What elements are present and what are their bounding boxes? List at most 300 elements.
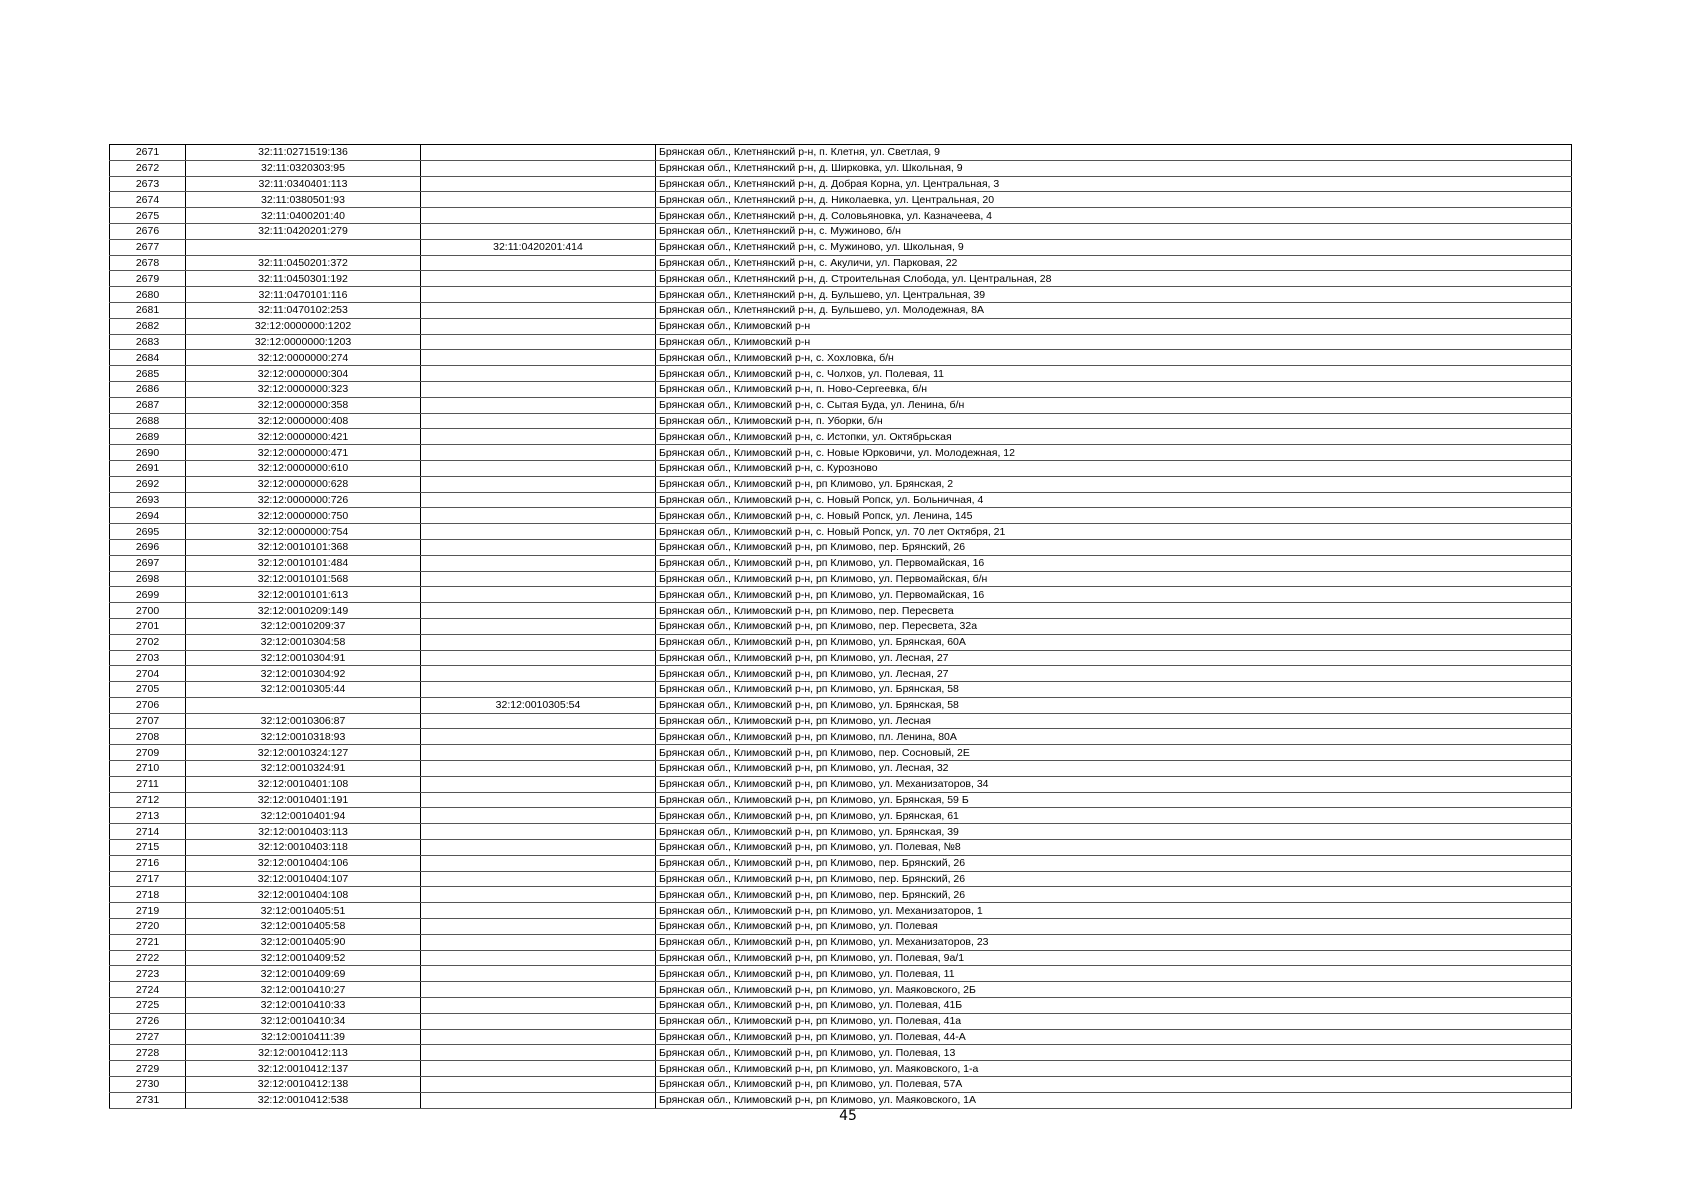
cadastral-number-alt-cell [421,966,656,982]
cadastral-number-alt-cell [421,840,656,856]
table-row [110,255,1572,271]
row-number-cell: 2703 [110,650,186,666]
cadastral-number-cell: 32:12:0000000:1203 [186,334,421,350]
cadastral-number-alt-cell [421,808,656,824]
cadastral-number-cell: 32:12:0010101:613 [186,587,421,603]
row-number-cell: 2682 [110,318,186,334]
cadastral-number-cell: 32:12:0010324:127 [186,745,421,761]
address-cell: Брянская обл., Климовский р-н, рп Климово, ул. Полевая, 13 [656,1045,1572,1061]
table-row [110,982,1572,998]
address-cell: Брянская обл., Климовский р-н, рп Климово, ул. Полевая, 9а/1 [656,950,1572,966]
cadastral-number-alt-cell [421,776,656,792]
cadastral-number-cell: 32:12:0010410:34 [186,1013,421,1029]
cadastral-number-alt-cell [421,761,656,777]
address-cell: Брянская обл., Климовский р-н, рп Климово, пер. Брянский, 26 [656,855,1572,871]
cadastral-number-cell: 32:12:0010410:33 [186,998,421,1014]
cadastral-number-alt-cell [421,998,656,1014]
table-row [110,1013,1572,1029]
table-row [110,887,1572,903]
address-cell: Брянская обл., Климовский р-н, рп Климово, ул. Лесная, 27 [656,650,1572,666]
cadastral-number-alt-cell [421,950,656,966]
cadastral-number-cell: 32:11:0340401:113 [186,176,421,192]
cadastral-number-alt-cell [421,429,656,445]
table-row [110,792,1572,808]
cadastral-number-alt-cell [421,208,656,224]
address-cell: Брянская обл., Климовский р-н, рп Климово, ул. Полевая, 11 [656,966,1572,982]
table-row [110,492,1572,508]
registry-table [109,144,1572,1109]
row-number-cell: 2710 [110,761,186,777]
table-row [110,1061,1572,1077]
cadastral-number-cell: 32:12:0010404:106 [186,855,421,871]
row-number-cell: 2718 [110,887,186,903]
cadastral-number-cell: 32:11:0400201:40 [186,208,421,224]
table-row [110,618,1572,634]
address-cell: Брянская обл., Клетнянский р-н, д. Добрая Корна, ул. Центральная, 3 [656,176,1572,192]
cadastral-number-alt-cell [421,1061,656,1077]
address-cell: Брянская обл., Климовский р-н, рп Климово, ул. Маяковского, 1-а [656,1061,1572,1077]
cadastral-number-cell: 32:12:0010403:118 [186,840,421,856]
cadastral-number-alt-cell [421,571,656,587]
address-cell: Брянская обл., Климовский р-н, рп Климово, пер. Сосновый, 2Е [656,745,1572,761]
row-number-cell: 2701 [110,618,186,634]
cadastral-number-alt-cell [421,145,656,161]
table-row [110,239,1572,255]
cadastral-number-alt-cell [421,934,656,950]
cadastral-number-alt-cell [421,192,656,208]
cadastral-number-alt-cell [421,792,656,808]
table-row [110,381,1572,397]
cadastral-number-cell: 32:12:0010409:52 [186,950,421,966]
table-row [110,1092,1572,1108]
row-number-cell: 2702 [110,634,186,650]
table-row [110,998,1572,1014]
cadastral-number-cell: 32:12:0010401:191 [186,792,421,808]
table-row [110,1077,1572,1093]
row-number-cell: 2708 [110,729,186,745]
cadastral-number-cell [186,239,421,255]
cadastral-number-alt-cell [421,745,656,761]
table-row [110,476,1572,492]
address-cell: Брянская обл., Климовский р-н, рп Климово, ул. Брянская, 39 [656,824,1572,840]
table-row [110,603,1572,619]
row-number-cell: 2725 [110,998,186,1014]
cadastral-number-cell: 32:12:0010405:51 [186,903,421,919]
row-number-cell: 2690 [110,445,186,461]
cadastral-number-alt-cell: 32:12:0010305:54 [421,697,656,713]
cadastral-number-alt-cell [421,381,656,397]
row-number-cell: 2680 [110,287,186,303]
table-row [110,145,1572,161]
cadastral-number-cell: 32:12:0000000:754 [186,524,421,540]
row-number-cell: 2711 [110,776,186,792]
table-row [110,919,1572,935]
cadastral-number-cell: 32:12:0010306:87 [186,713,421,729]
cadastral-number-alt-cell [421,729,656,745]
table-row [110,634,1572,650]
cadastral-number-cell: 32:12:0010209:149 [186,603,421,619]
cadastral-number-cell: 32:12:0000000:408 [186,413,421,429]
cadastral-number-alt-cell [421,492,656,508]
address-cell: Брянская обл., Климовский р-н [656,334,1572,350]
row-number-cell: 2707 [110,713,186,729]
table-row [110,682,1572,698]
table-row [110,413,1572,429]
row-number-cell: 2679 [110,271,186,287]
cadastral-number-alt-cell [421,334,656,350]
cadastral-number-cell: 32:12:0010412:138 [186,1077,421,1093]
row-number-cell: 2672 [110,160,186,176]
table-row [110,334,1572,350]
cadastral-number-alt-cell [421,855,656,871]
cadastral-number-alt-cell [421,1077,656,1093]
cadastral-number-cell: 32:12:0000000:358 [186,397,421,413]
table-row [110,950,1572,966]
table-row [110,713,1572,729]
row-number-cell: 2699 [110,587,186,603]
cadastral-number-alt-cell [421,539,656,555]
cadastral-number-alt-cell [421,160,656,176]
row-number-cell: 2709 [110,745,186,761]
cadastral-number-cell: 32:12:0010404:108 [186,887,421,903]
cadastral-number-cell: 32:12:0000000:610 [186,460,421,476]
row-number-cell: 2704 [110,666,186,682]
table-row [110,366,1572,382]
cadastral-number-alt-cell [421,413,656,429]
cadastral-number-alt-cell [421,824,656,840]
table-row [110,587,1572,603]
cadastral-number-cell: 32:12:0010411:39 [186,1029,421,1045]
table-row [110,302,1572,318]
cadastral-number-cell: 32:12:0010412:137 [186,1061,421,1077]
cadastral-number-alt-cell [421,1092,656,1108]
cadastral-number-alt-cell [421,366,656,382]
cadastral-number-cell: 32:12:0010101:368 [186,539,421,555]
cadastral-number-alt-cell [421,397,656,413]
address-cell: Брянская обл., Климовский р-н, рп Климово, ул. Лесная, 32 [656,761,1572,777]
table-row [110,871,1572,887]
table-row [110,761,1572,777]
row-number-cell: 2727 [110,1029,186,1045]
registry-table-body [110,145,1572,1109]
address-cell: Брянская обл., Клетнянский р-н, д. Строительная Слобода, ул. Центральная, 28 [656,271,1572,287]
row-number-cell: 2684 [110,350,186,366]
cadastral-number-alt-cell: 32:11:0420201:414 [421,239,656,255]
cadastral-number-cell: 32:12:0000000:304 [186,366,421,382]
cadastral-number-cell: 32:12:0010209:37 [186,618,421,634]
table-row [110,808,1572,824]
address-cell: Брянская обл., Климовский р-н, рп Климово, ул. Первомайская, 16 [656,587,1572,603]
address-cell: Брянская обл., Климовский р-н, рп Климово, ул. Брянская, 58 [656,697,1572,713]
cadastral-number-cell: 32:11:0380501:93 [186,192,421,208]
cadastral-number-alt-cell [421,982,656,998]
row-number-cell: 2677 [110,239,186,255]
address-cell: Брянская обл., Климовский р-н, рп Климово, пл. Ленина, 80А [656,729,1572,745]
address-cell: Брянская обл., Климовский р-н, рп Климово, ул. Механизаторов, 23 [656,934,1572,950]
row-number-cell: 2729 [110,1061,186,1077]
table-row [110,697,1572,713]
table-row [110,1029,1572,1045]
cadastral-number-cell: 32:12:0000000:750 [186,508,421,524]
cadastral-number-alt-cell [421,903,656,919]
cadastral-number-cell [186,697,421,713]
row-number-cell: 2687 [110,397,186,413]
address-cell: Брянская обл., Клетнянский р-н, д. Ширковка, ул. Школьная, 9 [656,160,1572,176]
cadastral-number-cell: 32:12:0000000:628 [186,476,421,492]
row-number-cell: 2696 [110,539,186,555]
row-number-cell: 2716 [110,855,186,871]
address-cell: Брянская обл., Климовский р-н, рп Климово, пер. Брянский, 26 [656,887,1572,903]
table-row [110,208,1572,224]
table-row [110,571,1572,587]
cadastral-number-alt-cell [421,350,656,366]
table-row [110,650,1572,666]
cadastral-number-cell: 32:12:0010324:91 [186,761,421,777]
address-cell: Брянская обл., Климовский р-н, рп Климово, ул. Механизаторов, 1 [656,903,1572,919]
cadastral-number-cell: 32:12:0010101:484 [186,555,421,571]
address-cell: Брянская обл., Климовский р-н, с. Истопки, ул. Октябрьская [656,429,1572,445]
cadastral-number-cell: 32:12:0010405:58 [186,919,421,935]
cadastral-number-alt-cell [421,871,656,887]
cadastral-number-cell: 32:12:0010304:91 [186,650,421,666]
address-cell: Брянская обл., Климовский р-н, с. Сытая Буда, ул. Ленина, б/н [656,397,1572,413]
address-cell: Брянская обл., Климовский р-н, рп Климово, ул. Лесная, 27 [656,666,1572,682]
address-cell: Брянская обл., Климовский р-н, рп Климово, ул. Брянская, 2 [656,476,1572,492]
address-cell: Брянская обл., Клетнянский р-н, с. Мужиново, ул. Школьная, 9 [656,239,1572,255]
address-cell: Брянская обл., Климовский р-н, рп Климово, ул. Маяковского, 1А [656,1092,1572,1108]
row-number-cell: 2712 [110,792,186,808]
cadastral-number-alt-cell [421,1029,656,1045]
row-number-cell: 2686 [110,381,186,397]
cadastral-number-alt-cell [421,255,656,271]
table-row [110,350,1572,366]
cadastral-number-cell: 32:12:0000000:1202 [186,318,421,334]
table-row [110,776,1572,792]
cadastral-number-alt-cell [421,887,656,903]
row-number-cell: 2673 [110,176,186,192]
cadastral-number-cell: 32:12:0010404:107 [186,871,421,887]
cadastral-number-cell: 32:12:0000000:274 [186,350,421,366]
cadastral-number-cell: 32:11:0470101:116 [186,287,421,303]
row-number-cell: 2691 [110,460,186,476]
cadastral-number-alt-cell [421,287,656,303]
cadastral-number-cell: 32:12:0010410:27 [186,982,421,998]
row-number-cell: 2719 [110,903,186,919]
address-cell: Брянская обл., Климовский р-н, рп Климово, ул. Брянская, 59 Б [656,792,1572,808]
cadastral-number-cell: 32:11:0320303:95 [186,160,421,176]
address-cell: Брянская обл., Клетнянский р-н, с. Мужиново, б/н [656,223,1572,239]
cadastral-number-cell: 32:12:0010401:108 [186,776,421,792]
cadastral-number-cell: 32:12:0010304:92 [186,666,421,682]
table-row [110,397,1572,413]
address-cell: Брянская обл., Клетнянский р-н, с. Акуличи, ул. Парковая, 22 [656,255,1572,271]
address-cell: Брянская обл., Клетнянский р-н, д. Соловьяновка, ул. Казначеева, 4 [656,208,1572,224]
cadastral-number-cell: 32:12:0000000:726 [186,492,421,508]
cadastral-number-cell: 32:12:0010403:113 [186,824,421,840]
table-row [110,318,1572,334]
cadastral-number-cell: 32:11:0271519:136 [186,145,421,161]
cadastral-number-alt-cell [421,271,656,287]
row-number-cell: 2713 [110,808,186,824]
row-number-cell: 2693 [110,492,186,508]
table-row [110,729,1572,745]
row-number-cell: 2678 [110,255,186,271]
row-number-cell: 2674 [110,192,186,208]
row-number-cell: 2681 [110,302,186,318]
address-cell: Брянская обл., Климовский р-н, с. Новые Юрковичи, ул. Молодежная, 12 [656,445,1572,461]
address-cell: Брянская обл., Климовский р-н, рп Климово, пер. Пересвета, 32а [656,618,1572,634]
cadastral-number-cell: 32:12:0000000:471 [186,445,421,461]
cadastral-number-alt-cell [421,587,656,603]
address-cell: Брянская обл., Климовский р-н, рп Климово, ул. Полевая, 41Б [656,998,1572,1014]
row-number-cell: 2724 [110,982,186,998]
table-row [110,539,1572,555]
cadastral-number-cell: 32:12:0000000:323 [186,381,421,397]
cadastral-number-alt-cell [421,476,656,492]
cadastral-number-cell: 32:11:0470102:253 [186,302,421,318]
cadastral-number-alt-cell [421,682,656,698]
row-number-cell: 2676 [110,223,186,239]
row-number-cell: 2685 [110,366,186,382]
cadastral-number-cell: 32:12:0010101:568 [186,571,421,587]
row-number-cell: 2689 [110,429,186,445]
row-number-cell: 2695 [110,524,186,540]
cadastral-number-cell: 32:12:0010412:113 [186,1045,421,1061]
table-row [110,160,1572,176]
row-number-cell: 2705 [110,682,186,698]
table-row [110,966,1572,982]
cadastral-number-alt-cell [421,634,656,650]
table-row [110,1045,1572,1061]
address-cell: Брянская обл., Климовский р-н, п. Уборки, б/н [656,413,1572,429]
address-cell: Брянская обл., Клетнянский р-н, п. Клетня, ул. Светлая, 9 [656,145,1572,161]
table-row [110,745,1572,761]
address-cell: Брянская обл., Климовский р-н, с. Хохловка, б/н [656,350,1572,366]
address-cell: Брянская обл., Климовский р-н, рп Климово, ул. Первомайская, б/н [656,571,1572,587]
row-number-cell: 2720 [110,919,186,935]
address-cell: Брянская обл., Климовский р-н, рп Климово, ул. Полевая, 41а [656,1013,1572,1029]
cadastral-number-cell: 32:11:0450201:372 [186,255,421,271]
address-cell: Брянская обл., Климовский р-н, с. Новый Ропск, ул. 70 лет Октября, 21 [656,524,1572,540]
address-cell: Брянская обл., Климовский р-н, рп Климово, пер. Пересвета [656,603,1572,619]
cadastral-number-alt-cell [421,524,656,540]
address-cell: Брянская обл., Климовский р-н, рп Климово, ул. Полевая, 57А [656,1077,1572,1093]
cadastral-number-alt-cell [421,618,656,634]
address-cell: Брянская обл., Климовский р-н, рп Климово, пер. Брянский, 26 [656,539,1572,555]
table-row [110,460,1572,476]
address-cell: Брянская обл., Климовский р-н, рп Климово, ул. Брянская, 61 [656,808,1572,824]
row-number-cell: 2698 [110,571,186,587]
table-row [110,824,1572,840]
cadastral-number-alt-cell [421,302,656,318]
row-number-cell: 2671 [110,145,186,161]
address-cell: Брянская обл., Клетнянский р-н, д. Бульшево, ул. Центральная, 39 [656,287,1572,303]
row-number-cell: 2730 [110,1077,186,1093]
cadastral-number-cell: 32:12:0010401:94 [186,808,421,824]
address-cell: Брянская обл., Климовский р-н, рп Климово, ул. Первомайская, 16 [656,555,1572,571]
table-row [110,524,1572,540]
cadastral-number-alt-cell [421,445,656,461]
table-row [110,903,1572,919]
table-row [110,934,1572,950]
table-row [110,855,1572,871]
cadastral-number-alt-cell [421,460,656,476]
table-row [110,555,1572,571]
cadastral-number-alt-cell [421,713,656,729]
cadastral-number-alt-cell [421,508,656,524]
address-cell: Брянская обл., Климовский р-н, рп Климово, ул. Полевая, 44-А [656,1029,1572,1045]
row-number-cell: 2697 [110,555,186,571]
address-cell: Брянская обл., Климовский р-н, рп Климово, ул. Лесная [656,713,1572,729]
address-cell: Брянская обл., Климовский р-н, рп Климово, ул. Маяковского, 2Б [656,982,1572,998]
address-cell: Брянская обл., Климовский р-н, рп Климово, пер. Брянский, 26 [656,871,1572,887]
address-cell: Брянская обл., Климовский р-н, рп Климово, ул. Брянская, 60А [656,634,1572,650]
address-cell: Брянская обл., Климовский р-н, рп Климово, ул. Полевая, №8 [656,840,1572,856]
row-number-cell: 2717 [110,871,186,887]
table-row [110,445,1572,461]
cadastral-number-alt-cell [421,666,656,682]
row-number-cell: 2726 [110,1013,186,1029]
cadastral-number-alt-cell [421,176,656,192]
address-cell: Брянская обл., Клетнянский р-н, д. Бульшево, ул. Молодежная, 8А [656,302,1572,318]
table-row [110,840,1572,856]
row-number-cell: 2731 [110,1092,186,1108]
row-number-cell: 2723 [110,966,186,982]
address-cell: Брянская обл., Климовский р-н [656,318,1572,334]
address-cell: Брянская обл., Клетнянский р-н, д. Николаевка, ул. Центральная, 20 [656,192,1572,208]
address-cell: Брянская обл., Климовский р-н, с. Курозново [656,460,1572,476]
cadastral-number-cell: 32:12:0010405:90 [186,934,421,950]
address-cell: Брянская обл., Климовский р-н, с. Новый Ропск, ул. Ленина, 145 [656,508,1572,524]
table-row [110,176,1572,192]
table-row [110,271,1572,287]
cadastral-number-alt-cell [421,318,656,334]
row-number-cell: 2714 [110,824,186,840]
table-row [110,192,1572,208]
cadastral-number-alt-cell [421,1045,656,1061]
table-row [110,287,1572,303]
cadastral-number-alt-cell [421,650,656,666]
row-number-cell: 2706 [110,697,186,713]
table-row [110,223,1572,239]
row-number-cell: 2694 [110,508,186,524]
cadastral-number-alt-cell [421,1013,656,1029]
page-number: 45 [839,1108,857,1124]
cadastral-number-cell: 32:12:0010318:93 [186,729,421,745]
row-number-cell: 2728 [110,1045,186,1061]
address-cell: Брянская обл., Климовский р-н, рп Климово, ул. Механизаторов, 34 [656,776,1572,792]
cadastral-number-cell: 32:12:0000000:421 [186,429,421,445]
row-number-cell: 2675 [110,208,186,224]
cadastral-number-alt-cell [421,223,656,239]
row-number-cell: 2722 [110,950,186,966]
address-cell: Брянская обл., Климовский р-н, с. Чолхов, ул. Полевая, 11 [656,366,1572,382]
cadastral-number-cell: 32:12:0010409:69 [186,966,421,982]
address-cell: Брянская обл., Климовский р-н, рп Климово, ул. Брянская, 58 [656,682,1572,698]
cadastral-number-cell: 32:11:0420201:279 [186,223,421,239]
cadastral-number-alt-cell [421,603,656,619]
address-cell: Брянская обл., Климовский р-н, рп Климово, ул. Полевая [656,919,1572,935]
table-row [110,666,1572,682]
address-cell: Брянская обл., Климовский р-н, с. Новый Ропск, ул. Больничная, 4 [656,492,1572,508]
table-row [110,429,1572,445]
row-number-cell: 2721 [110,934,186,950]
address-cell: Брянская обл., Климовский р-н, п. Ново-Сергеевка, б/н [656,381,1572,397]
cadastral-number-cell: 32:12:0010412:538 [186,1092,421,1108]
row-number-cell: 2700 [110,603,186,619]
cadastral-number-cell: 32:11:0450301:192 [186,271,421,287]
cadastral-number-alt-cell [421,919,656,935]
